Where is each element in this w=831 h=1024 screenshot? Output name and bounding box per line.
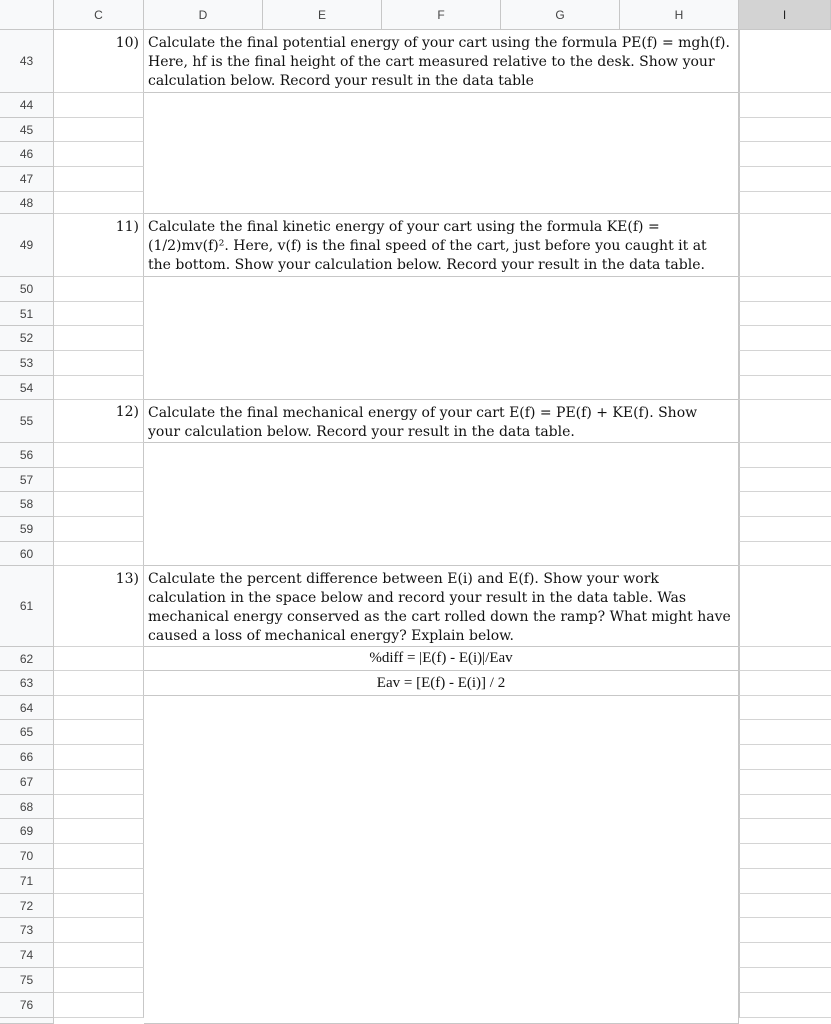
cell-i[interactable] [739,745,831,770]
row-header[interactable]: 58 [0,492,54,517]
row-header[interactable]: 59 [0,517,54,542]
cell-i[interactable] [739,468,831,492]
cell-c[interactable] [54,192,144,214]
row-header[interactable]: 57 [0,468,54,492]
column-header-g[interactable]: G [501,0,620,30]
row-header[interactable]: 54 [0,376,54,400]
select-all-corner[interactable] [0,0,54,30]
row-header[interactable]: 75 [0,968,54,993]
cell-c[interactable] [54,443,144,468]
cell-c[interactable] [54,376,144,400]
row-header[interactable]: 47 [0,167,54,192]
cell-c[interactable] [54,696,144,720]
cell-c[interactable] [54,351,144,376]
cell-c[interactable] [54,302,144,326]
row-header[interactable]: 44 [0,93,54,118]
cell-c[interactable] [54,844,144,869]
cell-c[interactable] [54,943,144,968]
cell-i[interactable] [739,918,831,943]
cell-c[interactable] [54,468,144,492]
cell-c[interactable] [54,993,144,1018]
row-header[interactable]: 73 [0,918,54,943]
row-header[interactable]: 69 [0,819,54,844]
cell-c[interactable] [54,167,144,192]
cell-i[interactable] [739,566,831,647]
cell-i[interactable] [739,277,831,302]
row-header[interactable]: 56 [0,443,54,468]
row-header[interactable]: 55 [0,400,54,443]
cell-c[interactable] [54,869,144,894]
column-header-d[interactable]: D [144,0,263,30]
column-header-i[interactable]: I [739,0,831,30]
answer-area[interactable] [144,277,739,400]
cell-i[interactable] [739,720,831,745]
cell-c[interactable] [54,770,144,795]
cell-i[interactable] [739,214,831,277]
question-text-cell[interactable]: Calculate the percent difference between E(i) and E(f). Show your work calculation in the space below and record your result in the data table. Was mechanical energy conserved as the cart rolled down the ramp? What might have caused a loss of mechanical energy? Explain below. [144,566,739,647]
cell-i[interactable] [739,993,831,1018]
answer-area[interactable] [144,443,739,566]
row-header[interactable]: 45 [0,118,54,142]
row-header[interactable]: 53 [0,351,54,376]
cell-i[interactable] [739,492,831,517]
cell-i[interactable] [739,770,831,795]
cell-i[interactable] [739,351,831,376]
cell-i[interactable] [739,400,831,443]
row-header[interactable]: 72 [0,894,54,918]
question-text-cell[interactable]: Calculate the final potential energy of your cart using the formula PE(f) = mgh(f). Here, hf is the final height of the cart measured relative to the desk. Show your calculation below. Record your result in the data table [144,30,739,93]
cell-c[interactable] [54,968,144,993]
cell-c[interactable] [54,894,144,918]
row-header[interactable]: 48 [0,192,54,214]
cell-i[interactable] [739,671,831,696]
cell-i[interactable] [739,542,831,566]
cell-c[interactable] [54,720,144,745]
cell-i[interactable] [739,943,831,968]
row-header[interactable]: 62 [0,647,54,671]
formula-percent-diff[interactable]: %diff = |E(f) - E(i)|/Eav [144,647,739,671]
cell-c[interactable] [54,517,144,542]
cell-i[interactable] [739,795,831,819]
cell-i[interactable] [739,869,831,894]
cell-c[interactable] [54,647,144,671]
cell-i[interactable] [739,192,831,214]
row-header[interactable]: 64 [0,696,54,720]
cell-c[interactable] [54,118,144,142]
row-header[interactable]: 70 [0,844,54,869]
cell-c[interactable] [54,277,144,302]
cell-i[interactable] [739,142,831,167]
cell-i[interactable] [739,93,831,118]
row-header[interactable]: 68 [0,795,54,819]
row-header[interactable]: 52 [0,326,54,351]
cell-i[interactable] [739,167,831,192]
cell-c[interactable] [54,745,144,770]
cell-c[interactable] [54,819,144,844]
cell-i[interactable] [739,844,831,869]
cell-i[interactable] [739,376,831,400]
row-header[interactable]: 49 [0,214,54,277]
row-header[interactable]: 74 [0,943,54,968]
cell-c[interactable] [54,142,144,167]
cell-i[interactable] [739,118,831,142]
column-header-f[interactable]: F [382,0,501,30]
row-header[interactable]: 65 [0,720,54,745]
question-number: 12) [115,404,139,420]
row-header[interactable]: 50 [0,277,54,302]
column-header-h[interactable]: H [620,0,739,30]
answer-area[interactable] [144,696,739,1024]
cell-i[interactable] [739,30,831,93]
question-number: 10) [115,35,139,51]
row-header[interactable]: 51 [0,302,54,326]
cell-i[interactable] [739,696,831,720]
cell-i[interactable] [739,819,831,844]
cell-c[interactable] [54,795,144,819]
cell-c[interactable] [54,542,144,566]
row-header[interactable]: 63 [0,671,54,696]
column-header-c[interactable]: C [54,0,144,30]
row-header[interactable]: 71 [0,869,54,894]
row-header[interactable]: 61 [0,566,54,647]
row-header[interactable]: 60 [0,542,54,566]
row-header[interactable]: 43 [0,30,54,93]
cell-i[interactable] [739,647,831,671]
cell-i[interactable] [739,517,831,542]
question-number: 13) [115,571,139,587]
cell-c[interactable] [54,918,144,943]
question-number: 11) [115,219,139,235]
cell-i[interactable] [739,326,831,351]
row-header-partial[interactable] [0,1018,54,1024]
partial-next-row [144,1018,739,1024]
column-header-e[interactable]: E [263,0,382,30]
cell-i[interactable] [739,894,831,918]
cell-i[interactable] [739,968,831,993]
cell-c[interactable] [54,671,144,696]
question-text-cell[interactable]: Calculate the final mechanical energy of your cart E(f) = PE(f) + KE(f). Show your calculation below. Record your result in the data table. [144,400,739,443]
cell-i[interactable] [739,443,831,468]
cell-c[interactable] [54,93,144,118]
row-header[interactable]: 46 [0,142,54,167]
formula-average-energy[interactable]: Eav = [E(f) - E(i)] / 2 [144,671,739,696]
answer-area[interactable] [144,93,739,214]
row-header[interactable]: 66 [0,745,54,770]
cell-c[interactable] [54,326,144,351]
row-header[interactable]: 67 [0,770,54,795]
row-header[interactable]: 76 [0,993,54,1018]
cell-c[interactable] [54,492,144,517]
cell-i[interactable] [739,302,831,326]
question-text-cell[interactable]: Calculate the final kinetic energy of your cart using the formula KE(f) = (1/2)mv(f)². Here, v(f) is the final speed of the cart, just before you caught it at the bottom. Show your calculation below. Record your result in the data table. [144,214,739,277]
